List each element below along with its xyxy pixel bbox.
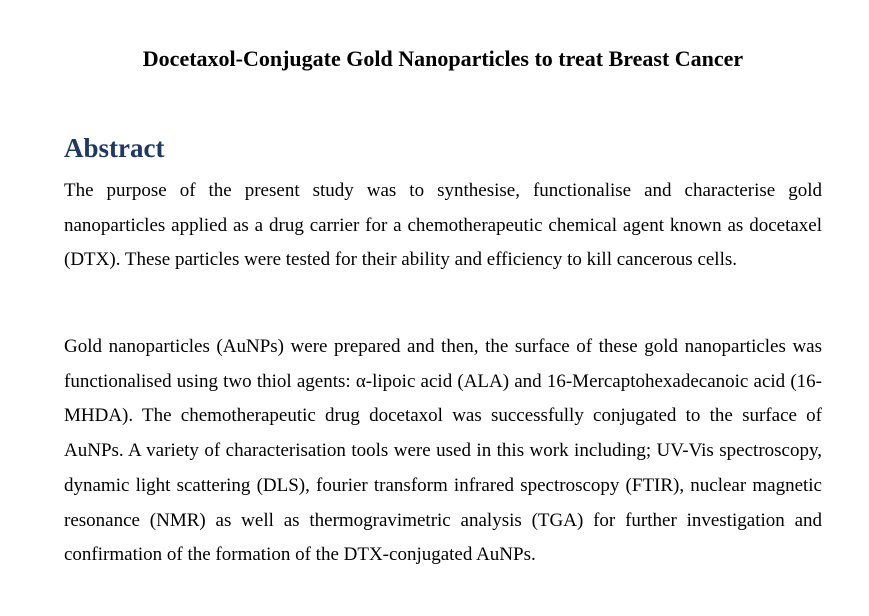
abstract-heading: Abstract xyxy=(64,133,165,163)
abstract-paragraph-2: Gold nanoparticles (AuNPs) were prepared and then, the surface of these gold nanoparticles was functionalised using two thiol agents: α-lipoic acid (ALA) and 16-Mercaptohexadecanoic acid (16-MHDA). The chemotherapeutic drug docetaxol was successfully conjugated to the surface of AuNPs. A variety of characterisation tools were used in this work including; UV-Vis spectroscopy, dynamic light scattering (DLS), fourier transform infrared spectroscopy (FTIR), nuclear magnetic resonance (NMR) as well as thermogravimetric analysis (TGA) for further investigation and confirmation of the formation of the DTX-conjugated AuNPs. xyxy=(64,336,822,566)
abstract-paragraph-1: The purpose of the present study was to synthesise, functionalise and characterise gold nanoparticles applied as a drug carrier for a chemotherapeutic chemical agent known as docetaxel (DTX). These particles were tested for their ability and efficiency to kill cancerous cells. xyxy=(64,180,822,271)
document-title: Docetaxol-Conjugate Gold Nanoparticles to treat Breast Cancer xyxy=(142,46,744,71)
